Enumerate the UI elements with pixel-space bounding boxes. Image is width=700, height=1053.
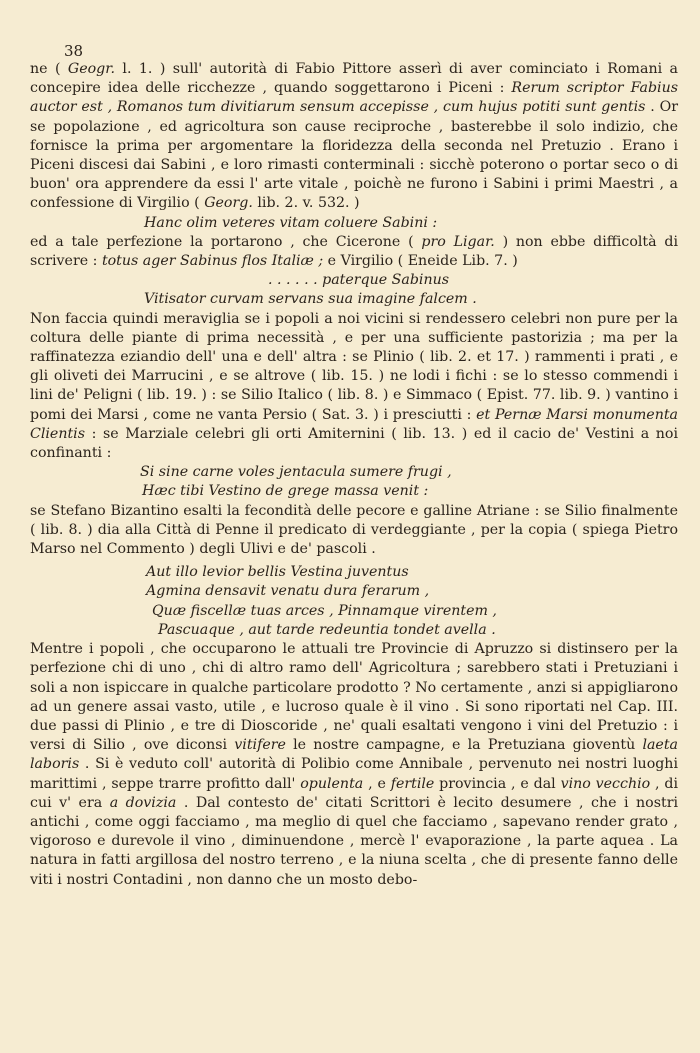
text-run: provincia , e dal — [434, 775, 561, 792]
paragraph-4 — [30, 502, 678, 560]
paragraph-5 — [30, 640, 678, 890]
text-run: : se Marziale celebri gli orti Amiternini ( lib. 13. ) ed il cacio de' Vestini a noi confinanti : — [30, 425, 678, 462]
verse-line: Pascuaque , aut tarde redeuntia tondet avella . — [158, 621, 496, 638]
verse-line: Vitisator curvam servans sua imagine falcem . — [144, 291, 477, 308]
italic-run: Geogr. — [67, 61, 115, 77]
text-run: , e — [363, 775, 391, 792]
italic-run: fertile — [390, 775, 435, 792]
text-run: . Or se popolazione , ed agricoltura son cause reciproche , basterebbe il solo indizio, che fornisce la prima per argomentare la floridezza della seconda nel Pretuzio . Erano i Piceni discesi dai Sabini , e loro rimasti conterminali : sicchè poterono o portar seco o di buon' ora apprendere da essi l' arte vitale , poichè ne furono i Sabini i primi Maestri , a confessione di Virgilio ( — [30, 99, 678, 212]
text-run: se Stefano Bizantino esalti la fecondità delle pecore e galline Atriane : se Silio finalmente ( lib. 8. ) dia alla Città di Penne il predicato di verdeggiante , per la copia ( spiega Pietro Marso nel Commento ) degli Ulivi e de' pascoli . — [30, 502, 678, 558]
text-run: lib. 2. v. 532. ) — [252, 195, 360, 212]
paragraph-2 — [30, 233, 678, 271]
text-run: , di cui v' era — [30, 775, 678, 811]
verse-line: Hæc tibi Vestino de grege massa venit : — [142, 483, 429, 500]
text-run: ) non ebbe difficoltà di scrivere : — [30, 233, 678, 270]
italic-run: Rerum scriptor Fabius auctor est , Romanos tum divitiarum sensum accepisse , cum hujus potiti sunt gentis — [30, 80, 678, 116]
verse-line: Aut illo levior bellis Vestina juventus — [146, 564, 409, 581]
text-run: le nostre campagne, e la Pretuziana gioventù — [285, 737, 643, 754]
text-run: ed a tale perfezione la portarono , che Cicerone ( — [30, 233, 422, 250]
verse-line: Hanc olim veteres vitam coluere Sabini : — [144, 214, 438, 231]
italic-run: Georg. — [204, 195, 253, 212]
italic-run: laeta laboris — [30, 737, 678, 773]
paragraph-3 — [30, 310, 678, 464]
italic-run: totus ager Sabinus flos Italiæ ; — [101, 253, 324, 270]
italic-run: et Pernæ Marsi monumenta Clientis — [30, 406, 678, 442]
text-run: Non faccia quindi meraviglia se i popoli a noi vicini si rendessero celebri non pure per la coltura delle piante di prima necessità , e per una sufficiente pastorizia ; ma per la raffinatezza eziandio dell' una e dell' altra : se Plinio ( lib. 2. et 17. ) rammenti i prati , e gli oliveti dei Marrucini , e se altrove ( lib. 15. ) ne lodi i fichi : se lo stesso commendi i lini de' Peligni ( lib. 19. ) : se Silio Italico ( lib. 8. ) e Simmaco ( Epist. 77. lib. 9. ) vantino i pomi dei Marsi , come ne vanta Persio ( Sat. 3. ) i presciutti : — [30, 310, 678, 423]
italic-run: a dovizia — [109, 794, 177, 811]
text-run: l. 1. ) sull' autorità di Fabio Pittore asserì di aver cominciato i Romani a concepire idea delle ricchezze , quando soggettarono i Piceni : — [30, 61, 678, 97]
page-body — [30, 60, 678, 890]
italic-run: vitifere — [234, 737, 286, 754]
text-run: e Virgilio ( Eneide Lib. 7. ) — [323, 253, 518, 270]
italic-run: pro Ligar. — [421, 233, 495, 250]
verse-line: . . . . . . paterque Sabinus — [268, 272, 450, 289]
text-run: ne ( — [30, 61, 68, 77]
verse-line: Quæ fiscellæ tuas arces , Pinnamque virentem , — [152, 602, 497, 619]
italic-run: opulenta — [300, 775, 364, 792]
italic-run: vino vecchio — [560, 775, 651, 792]
text-run: Mentre i popoli , che occuparono le attuali tre Provincie di Apruzzo si distinsero per la perfezione chi di uno , chi di altro ramo dell' Agricoltura ; sarebbero stati i Pretuziani i soli a non ispiccare in qualche particolare prodotto ? No certamente , anzi si appigliarono ad un genere assai vasto, utile , e lucroso quale è il vino . Si sono riportati nel Cap. III. due passi di Plinio , e tre di Dioscoride , ne' quali esaltati vengono i vini del Pretuzio : i versi di Silio , ove diconsi — [30, 641, 678, 754]
text-run: . Dal contesto de' citati Scrittori è lecito desumere , che i nostri antichi , come oggi facciamo , ma meglio di quel che facciamo , sapevano render grato , vigoroso e durevole il vino , diminuendone , mercè l' evaporazione , la parte aquea . La natura in fatti argillosa del nostro terreno , e la niuna scelta , che di presente fanno delle viti i nostri Contadini , non danno che un mosto debo- — [30, 794, 679, 888]
page-number: 38 — [64, 42, 84, 60]
verse-line: Si sine carne voles jentacula sumere frugi , — [140, 464, 452, 481]
verse-line: Agmina densavit venatu dura ferarum , — [146, 583, 430, 600]
text-run: . Si è veduto coll' autorità di Polibio come Annibale , pervenuto nei nostri luoghi marittimi , seppe trarre profitto dall' — [30, 756, 678, 792]
paragraph-1 — [30, 60, 678, 214]
